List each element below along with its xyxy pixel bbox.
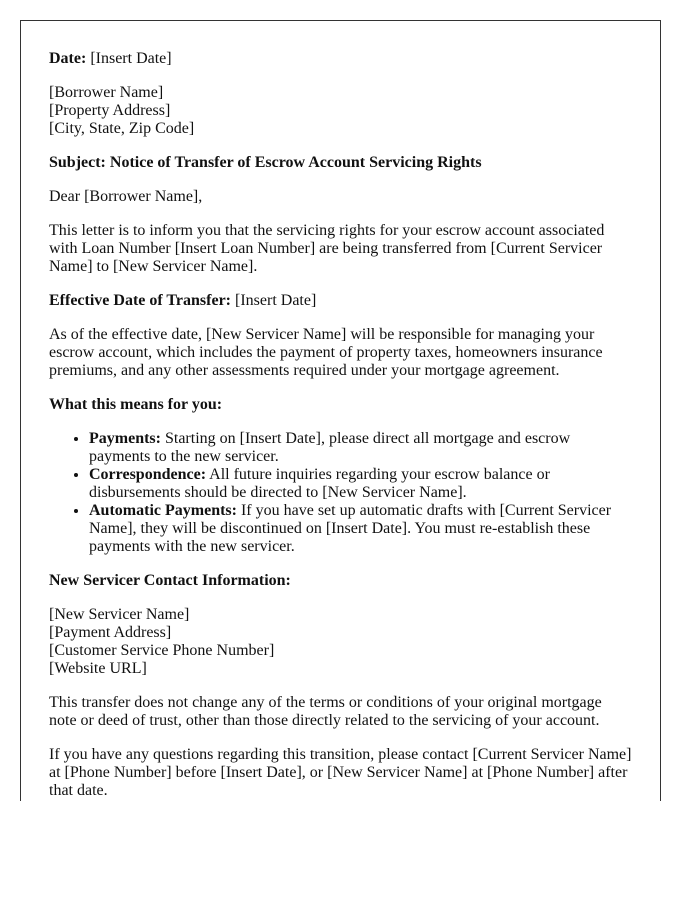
contact-servicer-name: [New Servicer Name] (49, 606, 190, 623)
responsibility-paragraph: As of the effective date, [New Servicer Name] will be responsible for managing your escrow account, which includes the payment of property taxes, homeowners insurance premiums, and any other assessments required under your mortgage agreement. (49, 326, 603, 379)
changes-list (49, 430, 632, 556)
recipient-property-address: [Property Address] (49, 102, 171, 119)
date-line (49, 50, 632, 68)
list-item-label: Correspondence: (89, 466, 207, 483)
list-item-correspondence (89, 466, 632, 502)
recipient-city-state-zip: [City, State, Zip Code] (49, 120, 195, 137)
date-label: Date: (49, 50, 87, 67)
list-item-text: Starting on [Insert Date], please direct all mortgage and escrow payments to the new servicer. (89, 430, 571, 465)
list-item-payments (89, 430, 632, 466)
terms-note-paragraph: This transfer does not change any of the terms or conditions of your original mortgage note or deed of trust, other than those directly related to the servicing of your account. (49, 694, 602, 729)
list-item-text: All future inquiries regarding your escrow balance or disbursements should be directed to [New Servicer Name]. (89, 466, 550, 501)
what-this-means-heading: What this means for you: (49, 396, 223, 413)
effective-date-line (49, 292, 632, 310)
intro-paragraph: This letter is to inform you that the servicing rights for your escrow account associated with Loan Number [Insert Loan Number] are being transferred from [Current Servicer Name] to [New Servicer Name]. (49, 222, 605, 275)
list-item-label: Automatic Payments: (89, 502, 237, 519)
questions-paragraph: If you have any questions regarding this transition, please contact [Current Servicer Name] at [Phone Number] before [Insert Date], or [New Servicer Name] at [Phone Number] after that date. (49, 746, 632, 799)
effective-date-value: [Insert Date] (231, 292, 317, 309)
letter-container (20, 20, 661, 801)
effective-date-label: Effective Date of Transfer: (49, 292, 231, 309)
list-item-automatic-payments (89, 502, 632, 556)
contact-info-block (49, 606, 632, 678)
subject-line: Subject: Notice of Transfer of Escrow Account Servicing Rights (49, 154, 482, 171)
contact-info-heading: New Servicer Contact Information: (49, 572, 291, 589)
contact-phone-number: [Customer Service Phone Number] (49, 642, 275, 659)
contact-website-url: [Website URL] (49, 660, 147, 677)
list-item-label: Payments: (89, 430, 161, 447)
date-value: [Insert Date] (86, 50, 172, 67)
recipient-address (49, 84, 632, 138)
salutation: Dear [Borrower Name], (49, 188, 203, 205)
list-item-text: If you have set up automatic drafts with [Current Servicer Name], they will be discontinued on [Insert Date]. You must re-establish these payments with the new servicer. (89, 502, 612, 555)
recipient-name: [Borrower Name] (49, 84, 164, 101)
contact-payment-address: [Payment Address] (49, 624, 172, 641)
